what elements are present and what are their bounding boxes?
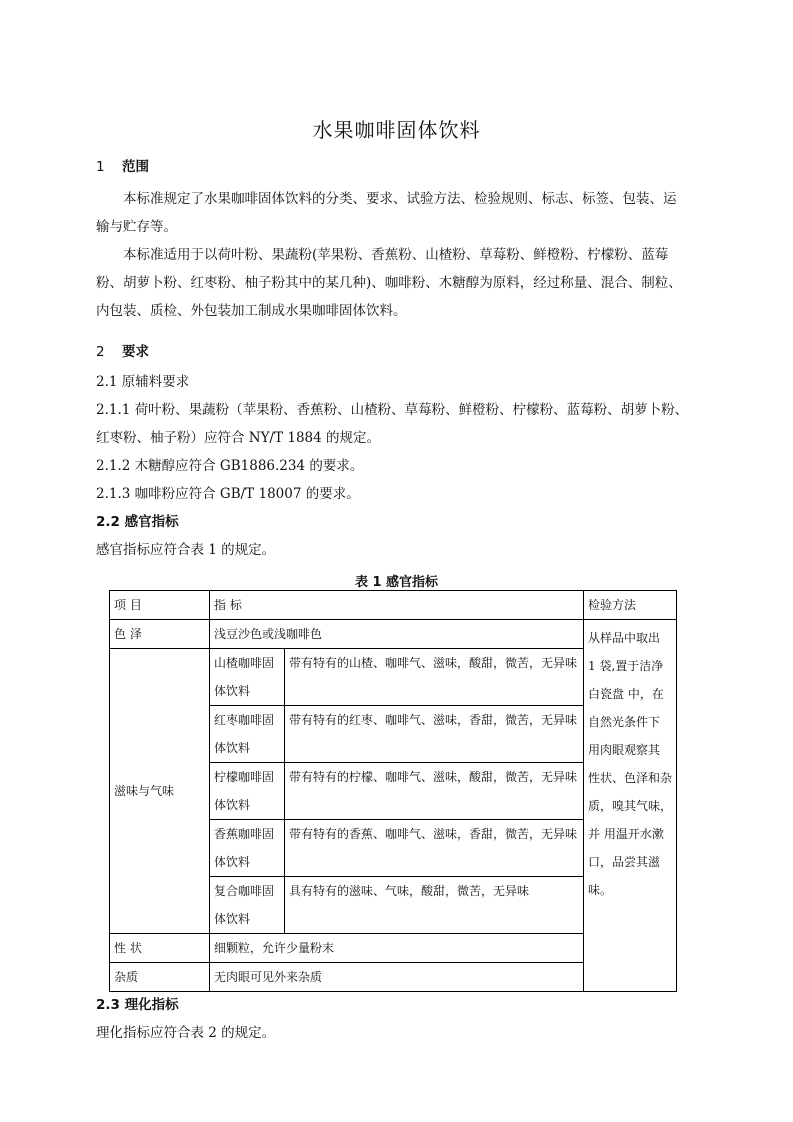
header-cell: 检验方法 [584, 591, 677, 620]
table-row [110, 620, 677, 649]
section-2-heading [96, 340, 149, 360]
product-name: 复合咖啡固 [214, 884, 275, 898]
product-desc: 具有特有的滋味、气味，酸甜，微苦，无异味 [285, 877, 584, 934]
subsection-heading: 2.1 原辅料要求 [96, 374, 190, 390]
method-line: 1 袋,置于洁净 [588, 659, 664, 673]
product-name: 柠檬咖啡固 [214, 770, 275, 784]
product-name: 体饮料 [214, 798, 251, 812]
section-1-heading [96, 155, 149, 175]
row-value: 浅豆沙色或浅咖啡色 [210, 620, 584, 649]
product-name-cell [210, 649, 285, 706]
header-cell: 项 目 [110, 591, 210, 620]
section-title: 要求 [122, 344, 149, 360]
method-line: 自然光条件下 [588, 715, 661, 729]
row-value: 细颗粒，允许少量粉末 [210, 934, 584, 963]
product-name: 香蕉咖啡固 [214, 827, 275, 841]
row-label: 杂质 [110, 963, 210, 992]
paragraph-line: 内包装、质检、外包装加工制成水果咖啡固体饮料。 [96, 303, 407, 319]
subsection-heading: 2.3 理化指标 [96, 997, 179, 1013]
product-name-cell [210, 763, 285, 820]
product-name: 体饮料 [214, 741, 251, 755]
paragraph-line: 2.1.3 咖啡粉应符合 GB/T 18007 的要求。 [96, 486, 360, 502]
sensory-table [109, 590, 677, 992]
section-number: 1 [96, 159, 105, 175]
method-line: 口，品尝其滋 [588, 855, 661, 869]
paragraph-line: 理化指标应符合表 2 的规定。 [96, 1025, 276, 1041]
table-caption: 表 1 感官指标 [354, 575, 439, 590]
paragraph-line: 本标准适用于以荷叶粉、果蔬粉(苹果粉、香蕉粉、山楂粉、草莓粉、鲜橙粉、柠檬粉、蓝莓 [123, 247, 669, 263]
method-line: 并 用温开水漱 [588, 827, 664, 841]
paragraph-line: 粉、胡萝卜粉、红枣粉、柚子粉其中的某几种)、咖啡粉、木糖醇为原料，经过称量、混合、制粒、 [96, 275, 682, 291]
method-line: 味。 [588, 883, 613, 897]
paragraph-line: 本标准规定了水果咖啡固体饮料的分类、要求、试验方法、检验规则、标志、标签、包装、运 [123, 191, 677, 207]
product-name: 山楂咖啡固 [214, 656, 275, 670]
paragraph-line: 感官指标应符合表 1 的规定。 [96, 542, 276, 558]
subsection-heading: 2.2 感官指标 [96, 514, 179, 530]
method-line: 性状、色泽和杂 [588, 771, 673, 785]
row-label: 滋味与气味 [110, 649, 210, 934]
section-title: 范围 [122, 159, 149, 175]
product-desc: 带有特有的山楂、咖啡气、滋味，酸甜，微苦，无异味 [285, 649, 584, 706]
row-label: 性 状 [110, 934, 210, 963]
paragraph-line: 输与贮存等。 [96, 219, 177, 235]
product-desc: 带有特有的柠檬、咖啡气、滋味，酸甜，微苦，无异味 [285, 763, 584, 820]
row-value: 无肉眼可见外来杂质 [210, 963, 584, 992]
method-line: 用肉眼观察其 [588, 743, 661, 757]
method-line: 从样品中取出 [588, 631, 661, 645]
product-desc: 带有特有的红枣、咖啡气、滋味，香甜，微苦，无异味 [285, 706, 584, 763]
product-name-cell [210, 820, 285, 877]
table-header-row [110, 591, 677, 620]
method-line: 白瓷盘 中，在 [588, 687, 664, 701]
product-name-cell [210, 706, 285, 763]
paragraph-line: 红枣粉、柚子粉）应符合 NY/T 1884 的规定。 [96, 430, 381, 446]
product-name: 体饮料 [214, 855, 251, 869]
row-label: 色 泽 [110, 620, 210, 649]
product-name: 体饮料 [214, 684, 251, 698]
product-name: 红枣咖啡固 [214, 713, 275, 727]
product-name: 体饮料 [214, 912, 251, 926]
product-name-cell [210, 877, 285, 934]
header-cell: 指 标 [210, 591, 584, 620]
method-cell [584, 620, 677, 992]
product-desc: 带有特有的香蕉、咖啡气、滋味，香甜，微苦，无异味 [285, 820, 584, 877]
method-line: 质，嗅其气味， [588, 799, 673, 813]
page-title: 水果咖啡固体饮料 [312, 118, 481, 142]
paragraph-line: 2.1.2 木糖醇应符合 GB1886.234 的要求。 [96, 458, 364, 474]
section-number: 2 [96, 344, 105, 360]
paragraph-line: 2.1.1 荷叶粉、果蔬粉（苹果粉、香蕉粉、山楂粉、草莓粉、鲜橙粉、柠檬粉、蓝莓粉、胡萝卜粉、 [96, 402, 689, 418]
